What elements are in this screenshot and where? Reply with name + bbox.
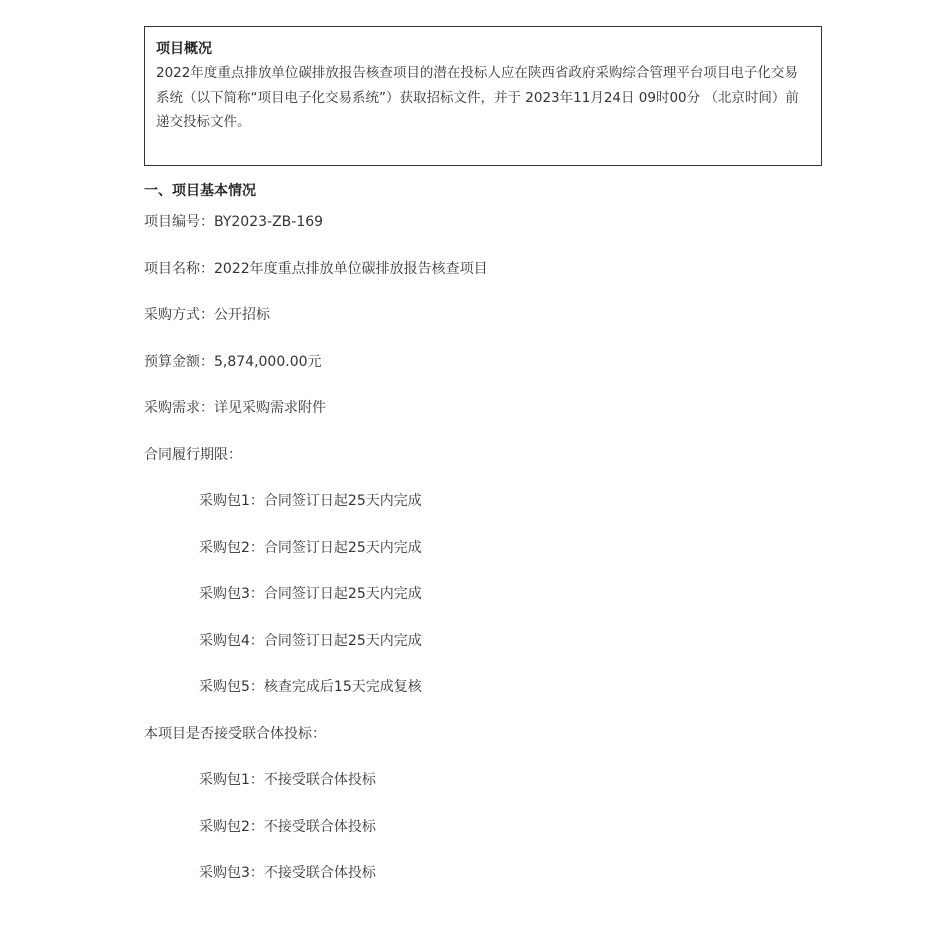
contract-period-item: 采购包2：合同签订日起25天内完成 bbox=[199, 540, 422, 556]
contract-period-label: 合同履行期限： bbox=[144, 447, 242, 463]
contract-period-item: 采购包4：合同签订日起25天内完成 bbox=[199, 633, 422, 649]
contract-period-item: 采购包1：合同签订日起25天内完成 bbox=[199, 493, 422, 509]
contract-period-item: 采购包3：合同签订日起25天内完成 bbox=[199, 586, 422, 602]
project-name: 项目名称：2022年度重点排放单位碳排放报告核查项目 bbox=[144, 261, 488, 277]
budget-amount: 预算金额：5,874,000.00元 bbox=[144, 354, 322, 370]
overview-title: 项目概况 bbox=[156, 41, 212, 57]
section-heading-basic-info: 一、项目基本情况 bbox=[144, 183, 256, 199]
consortium-label: 本项目是否接受联合体投标： bbox=[144, 726, 326, 742]
consortium-item: 采购包2：不接受联合体投标 bbox=[199, 819, 376, 835]
consortium-item: 采购包3：不接受联合体投标 bbox=[199, 865, 376, 881]
procurement-requirement: 采购需求：详见采购需求附件 bbox=[144, 400, 326, 416]
procurement-method: 采购方式：公开招标 bbox=[144, 307, 270, 323]
project-number: 项目编号：BY2023-ZB-169 bbox=[144, 214, 324, 230]
consortium-item: 采购包1：不接受联合体投标 bbox=[199, 772, 376, 788]
overview-text: 2022年度重点排放单位碳排放报告核查项目的潜在投标人应在陕西省政府采购综合管理平台项目电子化交易系统（以下简称“项目电子化交易系统”）获取招标文件，并于 2023年11月24日 09时00分 （北京时间）前递交投标文件。 bbox=[156, 65, 799, 130]
project-overview-box bbox=[144, 26, 822, 166]
contract-period-item: 采购包5：核查完成后15天完成复核 bbox=[199, 679, 422, 695]
